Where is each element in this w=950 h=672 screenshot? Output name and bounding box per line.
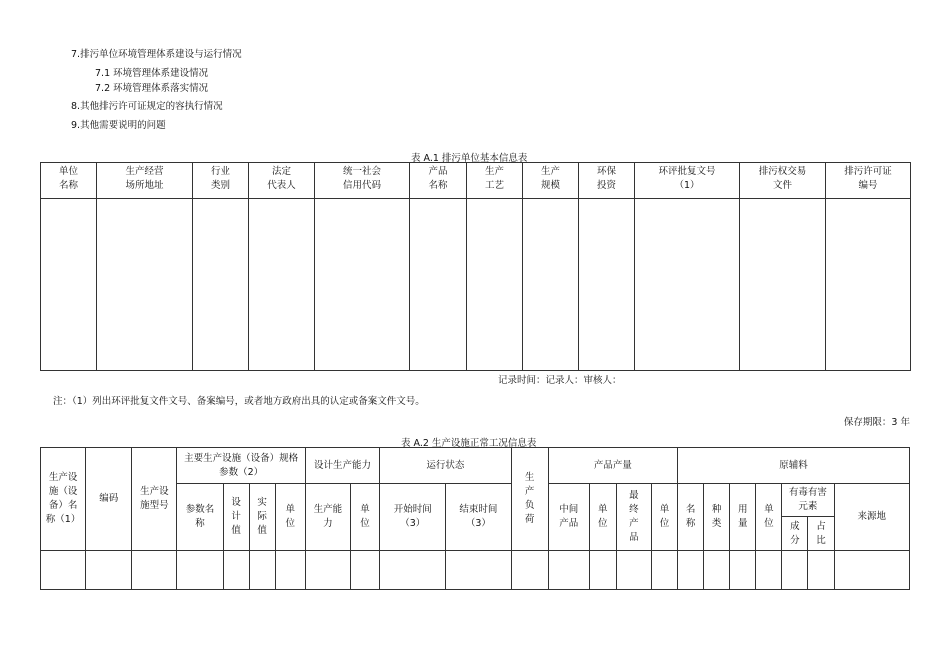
header-end-time: 结束时间（3） bbox=[446, 484, 511, 551]
header-run-state: 运行状态 bbox=[380, 448, 511, 484]
outline-item-8: 8.其他排污许可证规定的容执行情况 bbox=[71, 101, 223, 112]
header-actual-value: 实际值 bbox=[249, 484, 275, 551]
header-industry: 行业 类别 bbox=[193, 163, 249, 199]
header-design-value: 设计值 bbox=[223, 484, 249, 551]
cell[interactable] bbox=[782, 551, 808, 590]
header-param-unit: 单位 bbox=[275, 484, 305, 551]
header-capacity-unit: 单位 bbox=[351, 484, 380, 551]
header-mat-type: 种类 bbox=[704, 484, 730, 551]
cell[interactable] bbox=[635, 199, 740, 371]
outline-item-7-1: 7.1 环境管理体系建设情况 bbox=[95, 68, 209, 79]
header-main-params: 主要生产设施（设备）规格参数（2） bbox=[177, 448, 305, 484]
header-facility-model: 生产设施型号 bbox=[132, 448, 177, 551]
header-product-name: 产品 名称 bbox=[410, 163, 467, 199]
header-trading-doc: 排污权交易 文件 bbox=[740, 163, 826, 199]
cell[interactable] bbox=[548, 551, 589, 590]
cell[interactable] bbox=[704, 551, 730, 590]
table-a2 bbox=[40, 447, 910, 590]
header-output: 产品产量 bbox=[548, 448, 677, 484]
cell[interactable] bbox=[132, 551, 177, 590]
cell[interactable] bbox=[305, 551, 350, 590]
header-final-product: 最终产品 bbox=[616, 484, 651, 551]
retention-period: 保存期限：3 年 bbox=[843, 417, 910, 428]
table-note: 注：（1）列出环评批复文件文号、备案编号，或者地方政府出具的认定或备案文件文号。 bbox=[53, 396, 425, 407]
header-design-capacity: 设计生产能力 bbox=[305, 448, 379, 484]
header-mat-usage: 用量 bbox=[730, 484, 756, 551]
cell[interactable] bbox=[730, 551, 756, 590]
header-unit-name: 单位 名称 bbox=[41, 163, 97, 199]
header-env-investment: 环保 投资 bbox=[579, 163, 635, 199]
cell[interactable] bbox=[756, 551, 782, 590]
header-load: 生产负荷 bbox=[511, 448, 548, 551]
cell[interactable] bbox=[616, 551, 651, 590]
header-materials: 原辅料 bbox=[678, 448, 910, 484]
table-row bbox=[41, 199, 911, 371]
cell[interactable] bbox=[678, 551, 704, 590]
cell[interactable] bbox=[651, 551, 677, 590]
header-permit-no: 排污许可证 编号 bbox=[826, 163, 911, 199]
cell[interactable] bbox=[467, 199, 523, 371]
cell[interactable] bbox=[826, 199, 911, 371]
outline-item-9: 9.其他需要说明的问题 bbox=[71, 120, 166, 131]
header-facility-name: 生产设施（设备）名称（1） bbox=[41, 448, 86, 551]
header-mid-unit: 单位 bbox=[589, 484, 616, 551]
cell[interactable] bbox=[808, 551, 834, 590]
header-mat-name: 名称 bbox=[678, 484, 704, 551]
table-a2-caption: 表 A.2 生产设施正常工况信息表 bbox=[401, 438, 537, 449]
header-param-name: 参数名称 bbox=[177, 484, 223, 551]
record-line: 记录时间：记录人：审核人： bbox=[498, 375, 622, 386]
outline-item-7-2: 7.2 环境管理体系落实情况 bbox=[95, 83, 209, 94]
header-start-time: 开始时间（3） bbox=[380, 484, 446, 551]
header-ratio: 占比 bbox=[808, 517, 834, 551]
cell[interactable] bbox=[223, 551, 249, 590]
cell[interactable] bbox=[579, 199, 635, 371]
table-row bbox=[41, 551, 910, 590]
cell[interactable] bbox=[249, 199, 315, 371]
header-origin: 来源地 bbox=[834, 484, 909, 551]
cell[interactable] bbox=[275, 551, 305, 590]
header-scale: 生产 规模 bbox=[523, 163, 579, 199]
cell[interactable] bbox=[315, 199, 410, 371]
header-final-unit: 单位 bbox=[651, 484, 677, 551]
cell[interactable] bbox=[97, 199, 193, 371]
table-a1-caption: 表 A.1 排污单位基本信息表 bbox=[411, 153, 528, 164]
cell[interactable] bbox=[523, 199, 579, 371]
header-mid-product: 中间产品 bbox=[548, 484, 589, 551]
header-process: 生产 工艺 bbox=[467, 163, 523, 199]
outline-item-7: 7.排污单位环境管理体系建设与运行情况 bbox=[71, 49, 242, 60]
cell[interactable] bbox=[41, 199, 97, 371]
header-capacity: 生产能力 bbox=[305, 484, 350, 551]
cell[interactable] bbox=[410, 199, 467, 371]
cell[interactable] bbox=[351, 551, 380, 590]
cell[interactable] bbox=[249, 551, 275, 590]
header-legal-rep: 法定 代表人 bbox=[249, 163, 315, 199]
cell[interactable] bbox=[589, 551, 616, 590]
table-a1 bbox=[40, 162, 911, 371]
cell[interactable] bbox=[41, 551, 86, 590]
cell[interactable] bbox=[193, 199, 249, 371]
cell[interactable] bbox=[380, 551, 446, 590]
header-credit-code: 统一社会 信用代码 bbox=[315, 163, 410, 199]
header-code: 编码 bbox=[86, 448, 132, 551]
header-site-address: 生产经营 场所地址 bbox=[97, 163, 193, 199]
header-eia-approval: 环评批复文号 （1） bbox=[635, 163, 740, 199]
cell[interactable] bbox=[740, 199, 826, 371]
header-toxic-elements: 有毒有害元素 bbox=[782, 484, 834, 517]
cell[interactable] bbox=[446, 551, 511, 590]
cell[interactable] bbox=[177, 551, 223, 590]
cell[interactable] bbox=[511, 551, 548, 590]
header-mat-unit: 单位 bbox=[756, 484, 782, 551]
cell[interactable] bbox=[834, 551, 909, 590]
header-component: 成分 bbox=[782, 517, 808, 551]
cell[interactable] bbox=[86, 551, 132, 590]
